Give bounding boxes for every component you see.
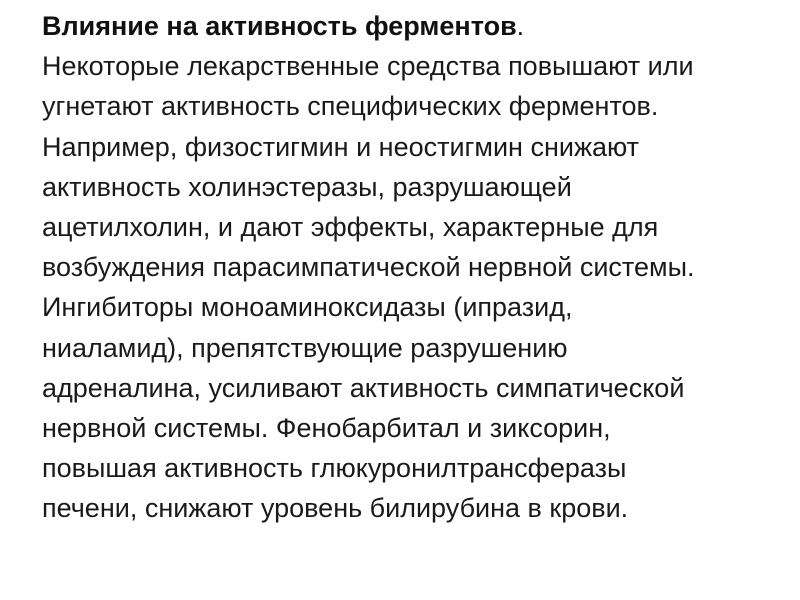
paragraph-line-3: Например, физостигмин и неостигмин снижают	[42, 131, 640, 162]
text-block	[42, 6, 782, 529]
paragraph-line-4: активность холинэстеразы, разрушающей	[42, 171, 572, 202]
paragraph-line-7: Ингибиторы моноаминоксидазы (ипразид,	[42, 292, 573, 323]
paragraph-line-1: Некоторые лекарственные средства повышают или	[42, 51, 694, 82]
paragraph-line-11: повышая активность глюкуронилтрансферазы	[42, 453, 627, 484]
heading-punctuation: .	[516, 11, 525, 41]
paragraph-line-2: угнетают активность специфических ферментов.	[42, 91, 659, 122]
paragraph-line-10: нервной системы. Фенобарбитал и зиксорин,	[42, 413, 611, 444]
paragraph-line-9: адреналина, усиливают активность симпатической	[42, 372, 685, 403]
paragraph-line-5: ацетилхолин, и дают эффекты, характерные для	[42, 212, 659, 243]
paragraph-line-12: печени, снижают уровень билирубина в крови.	[42, 493, 629, 524]
paragraph-line-8: ниаламид), препятствующие разрушению	[42, 332, 568, 363]
paragraph-line-6: возбуждения парасимпатической нервной системы.	[42, 252, 695, 283]
heading-line	[42, 6, 782, 46]
heading: Влияние на активность ферментов	[42, 11, 517, 41]
